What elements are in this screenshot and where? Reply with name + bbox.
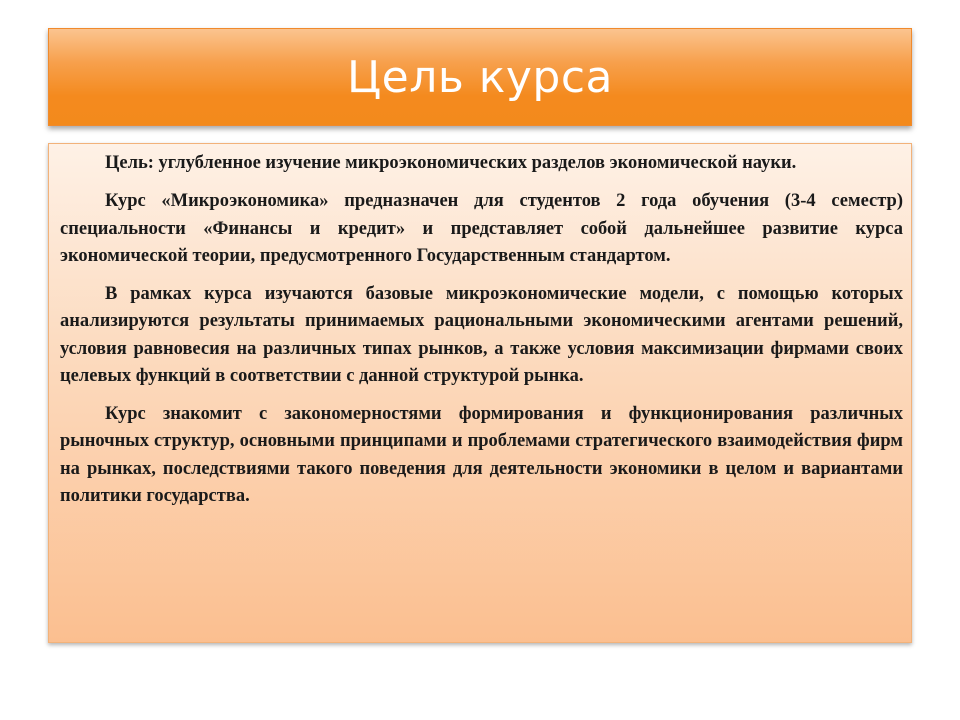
goal-paragraph: Цель: углубленное изучение микроэкономических разделов экономической науки. [105,153,797,173]
slide-title: Цель курса [347,51,613,103]
title-bar [48,28,912,126]
content-box [48,143,912,643]
course-structures-paragraph: Курс знакомит с закономерностями формирования и функционирования различных рыночных структур, основными принципами и проблемами стратегического взаимодействия фирм на рынках, последствиями такого поведения для деятельности экономики в целом и вариантами политики государства. [60,403,903,506]
course-models-paragraph: В рамках курса изучаются базовые микроэкономические модели, с помощью которых анализируются результаты принимаемых рациональными экономическими агентами решений, условия равновесия на различных типах рынков, а также условия максимизации фирмами своих целевых функций в соответствии с данной структурой рынка. [60,283,903,386]
course-purpose-paragraph: Курс «Микроэкономика» предназначен для студентов 2 года обучения (3-4 семестр) специальности «Финансы и кредит» и представляет собой дальнейшее развитие курса экономической теории, предусмотренного Государственным стандартом. [60,191,903,266]
